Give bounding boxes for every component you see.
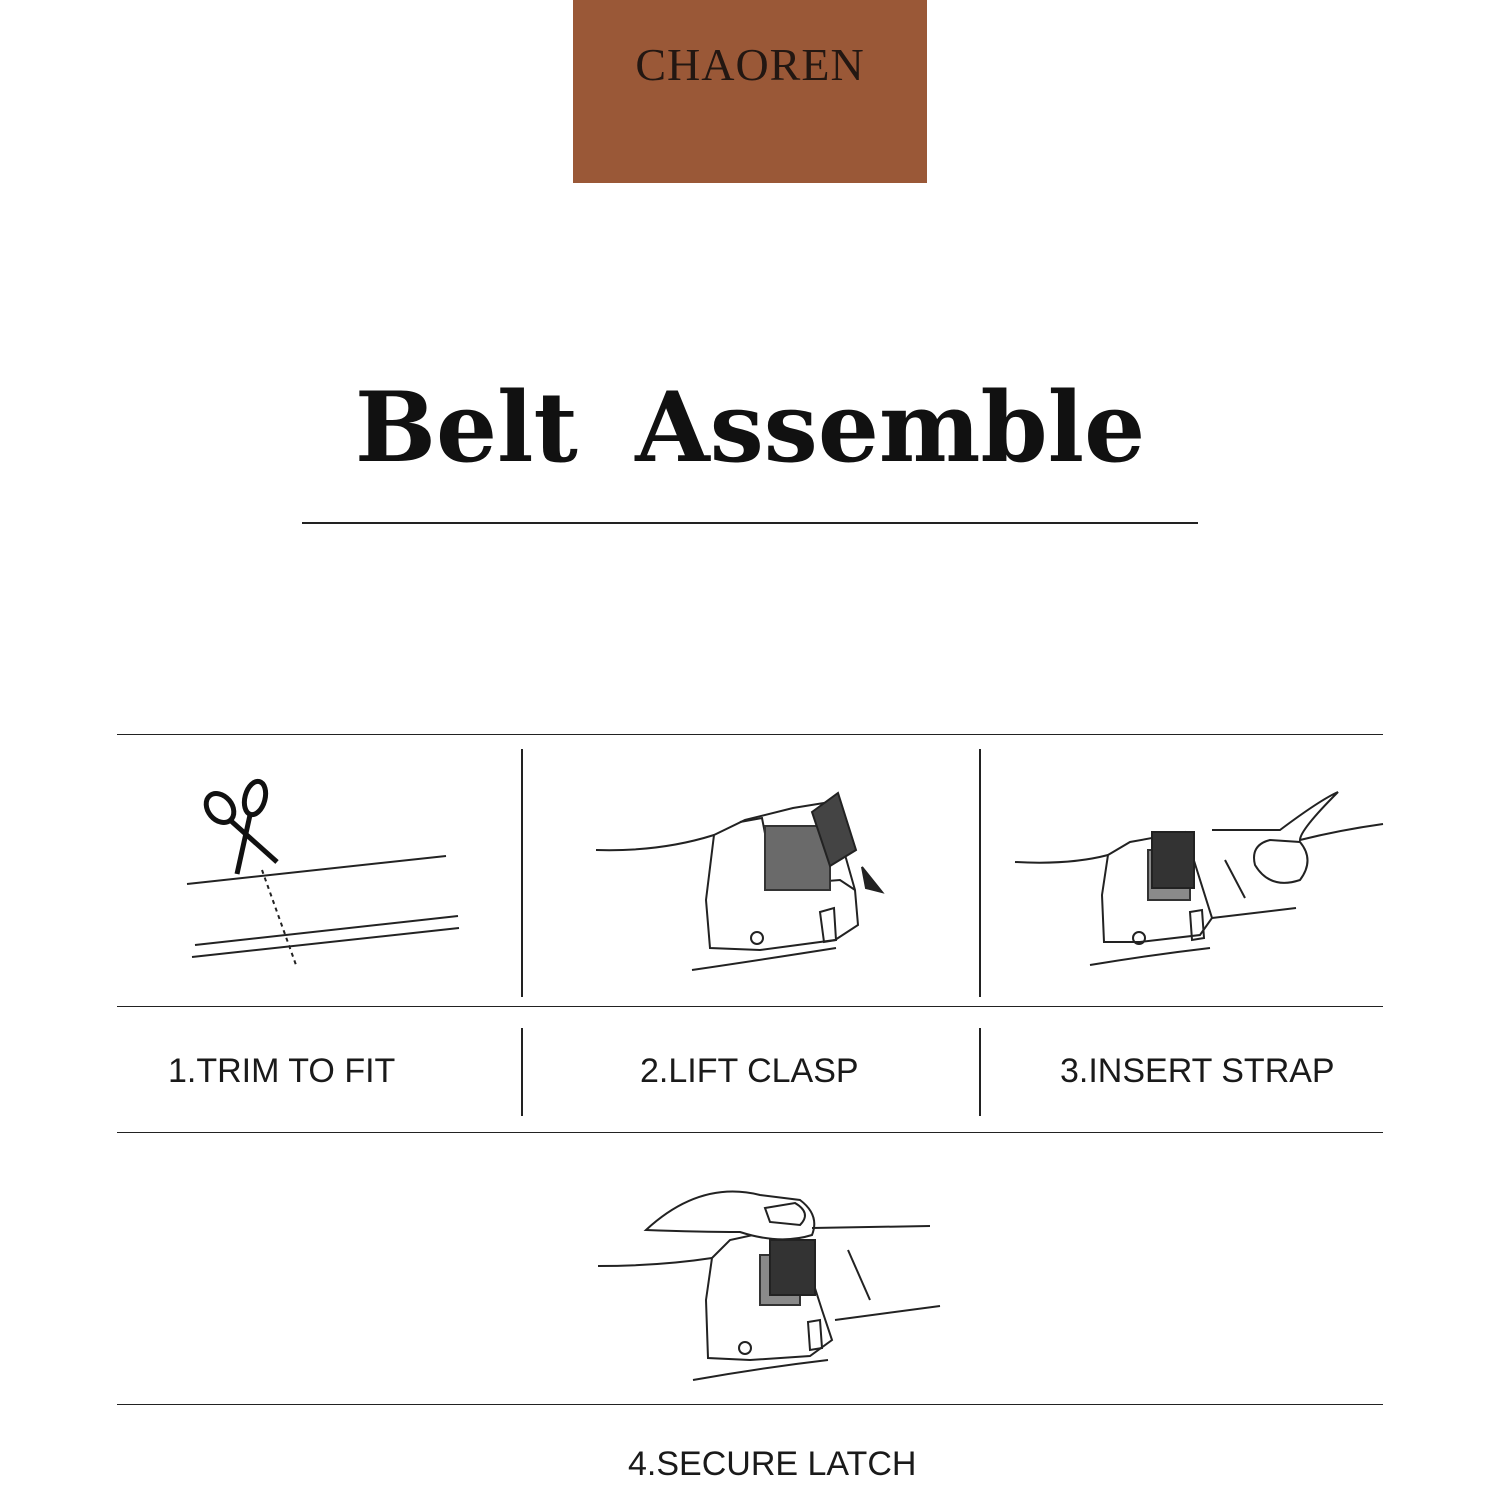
step-2-label: 2.LIFT CLASP [640,1052,859,1090]
strap-trim [187,856,459,965]
step-1-label: 1.TRIM TO FIT [168,1052,396,1090]
step-3-label: 3.INSERT STRAP [1060,1052,1335,1090]
buckle-insert-icon [1015,792,1383,965]
page-title: Belt Assemble [354,371,1146,484]
buckle-open-icon [596,793,882,970]
brand-name: CHAOREN [635,38,865,90]
buckle-close-icon [598,1192,940,1380]
step-4-label: 4.SECURE LATCH [628,1445,917,1483]
scissors-icon [201,779,277,874]
